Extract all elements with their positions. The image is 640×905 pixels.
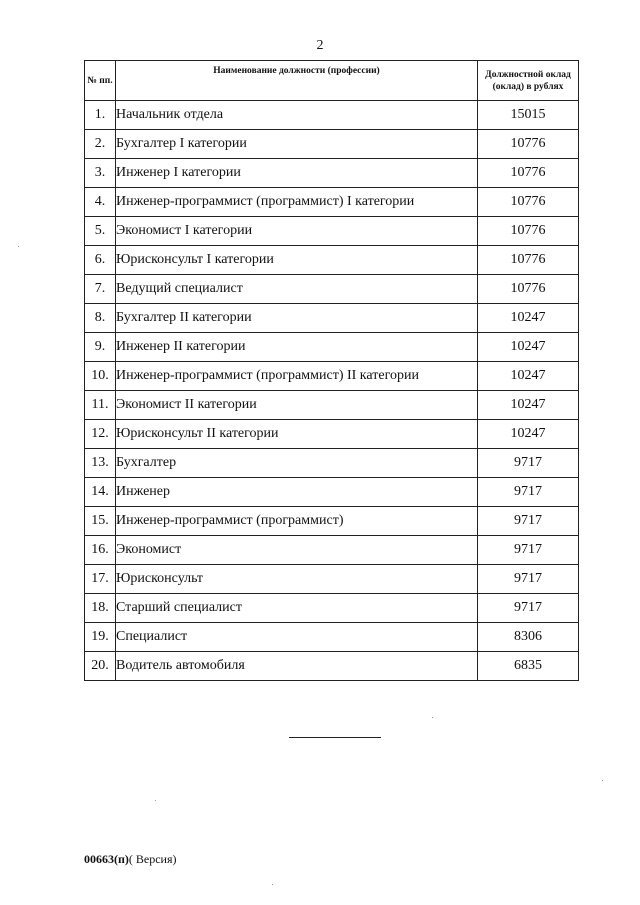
position-name: Юрисконсульт xyxy=(116,565,478,594)
salary-value: 10247 xyxy=(478,362,579,391)
position-name: Начальник отдела xyxy=(116,101,478,130)
salary-value: 8306 xyxy=(478,623,579,652)
header-salary: Должностной оклад (оклад) в рублях xyxy=(478,61,579,101)
table-row xyxy=(85,652,579,681)
salary-value: 9717 xyxy=(478,449,579,478)
scan-speck xyxy=(155,800,156,801)
position-name: Юрисконсульт II категории xyxy=(116,420,478,449)
position-name: Экономист xyxy=(116,536,478,565)
position-name: Инженер xyxy=(116,478,478,507)
table-row xyxy=(85,391,579,420)
row-number: 3. xyxy=(85,159,116,188)
scan-speck xyxy=(602,780,603,781)
salary-value: 10776 xyxy=(478,188,579,217)
header-number: № пп. xyxy=(85,61,116,101)
table-row xyxy=(85,246,579,275)
position-name: Инженер-программист (программист) II категории xyxy=(116,362,478,391)
salary-value: 10776 xyxy=(478,159,579,188)
header-position-name xyxy=(116,61,478,101)
salary-value: 9717 xyxy=(478,594,579,623)
row-number: 2. xyxy=(85,130,116,159)
position-name: Инженер-программист (программист) xyxy=(116,507,478,536)
position-name: Водитель автомобиля xyxy=(116,652,478,681)
position-name: Экономист II категории xyxy=(116,391,478,420)
position-name: Юрисконсульт I категории xyxy=(116,246,478,275)
row-number: 18. xyxy=(85,594,116,623)
row-number: 11. xyxy=(85,391,116,420)
salary-value: 10247 xyxy=(478,391,579,420)
row-number: 15. xyxy=(85,507,116,536)
row-number: 20. xyxy=(85,652,116,681)
table-row xyxy=(85,420,579,449)
table-row xyxy=(85,217,579,246)
position-name: Инженер II категории xyxy=(116,333,478,362)
table-header-row xyxy=(85,61,579,101)
salary-value: 10247 xyxy=(478,333,579,362)
row-number: 10. xyxy=(85,362,116,391)
salary-value: 15015 xyxy=(478,101,579,130)
table-row xyxy=(85,188,579,217)
table-row xyxy=(85,362,579,391)
salary-value: 9717 xyxy=(478,507,579,536)
row-number: 16. xyxy=(85,536,116,565)
table-row xyxy=(85,478,579,507)
signature-line xyxy=(289,737,381,738)
table-row xyxy=(85,449,579,478)
table-row xyxy=(85,507,579,536)
row-number: 9. xyxy=(85,333,116,362)
scan-speck xyxy=(18,246,19,247)
salary-value: 10247 xyxy=(478,420,579,449)
table-row xyxy=(85,304,579,333)
salary-value: 10776 xyxy=(478,130,579,159)
salary-value: 10776 xyxy=(478,275,579,304)
document-code: 00663(п) xyxy=(84,852,129,866)
row-number: 17. xyxy=(85,565,116,594)
salary-value: 9717 xyxy=(478,478,579,507)
position-name: Инженер I категории xyxy=(116,159,478,188)
page-number: 2 xyxy=(316,38,324,53)
position-name: Инженер-программист (программист) I категории xyxy=(116,188,478,217)
salary-value: 9717 xyxy=(478,536,579,565)
position-name: Старший специалист xyxy=(116,594,478,623)
table-body xyxy=(85,101,579,681)
table-row xyxy=(85,565,579,594)
row-number: 5. xyxy=(85,217,116,246)
header-position-name-text: Наименование должности (профессии) xyxy=(213,65,380,76)
table-row xyxy=(85,275,579,304)
table-row xyxy=(85,333,579,362)
row-number: 1. xyxy=(85,101,116,130)
position-name: Бухгалтер II категории xyxy=(116,304,478,333)
row-number: 8. xyxy=(85,304,116,333)
scan-speck xyxy=(432,717,433,718)
salary-value: 10776 xyxy=(478,246,579,275)
row-number: 19. xyxy=(85,623,116,652)
row-number: 4. xyxy=(85,188,116,217)
salary-value: 10247 xyxy=(478,304,579,333)
table-row xyxy=(85,101,579,130)
position-name: Бухгалтер xyxy=(116,449,478,478)
position-name: Специалист xyxy=(116,623,478,652)
salary-value: 9717 xyxy=(478,565,579,594)
position-name: Ведущий специалист xyxy=(116,275,478,304)
position-name: Экономист I категории xyxy=(116,217,478,246)
row-number: 12. xyxy=(85,420,116,449)
document-version: ( Версия) xyxy=(128,852,177,866)
position-name: Бухгалтер I категории xyxy=(116,130,478,159)
table-row xyxy=(85,594,579,623)
salary-value: 6835 xyxy=(478,652,579,681)
table-row xyxy=(85,536,579,565)
row-number: 7. xyxy=(85,275,116,304)
salary-value: 10776 xyxy=(478,217,579,246)
row-number: 14. xyxy=(85,478,116,507)
row-number: 13. xyxy=(85,449,116,478)
row-number: 6. xyxy=(85,246,116,275)
salary-table xyxy=(84,60,579,681)
table-row xyxy=(85,623,579,652)
table-row xyxy=(85,130,579,159)
table-row xyxy=(85,159,579,188)
scan-speck xyxy=(272,884,273,885)
footer-code xyxy=(84,852,177,867)
